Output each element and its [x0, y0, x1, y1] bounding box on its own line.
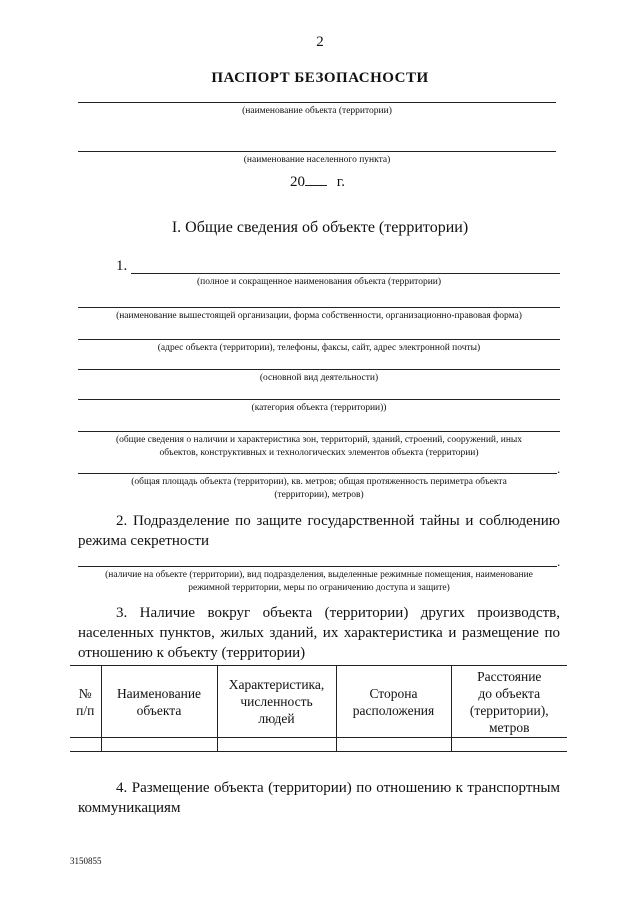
item2-line1: 2. Подразделение по защите государственной тайны и соблюдению [116, 513, 560, 529]
table-header-cell: Наименование объекта [101, 666, 217, 738]
item1-category-line [78, 399, 560, 400]
year-suffix: г. [336, 174, 345, 190]
item1-area-caption-line1: (общая площадь объекта (территории), кв. метров; общая протяженность периметра объекта [131, 477, 507, 487]
item1-org-line [78, 307, 560, 308]
item3-text [78, 603, 560, 663]
item1-activity-caption: (основной вид деятельности) [259, 373, 379, 383]
item1-number: 1. [116, 258, 128, 274]
item1-address-caption: (адрес объекта (территории), телефоны, факсы, сайт, адрес электронной почты) [157, 343, 481, 353]
table-cell [336, 738, 451, 752]
item1-area-line [78, 473, 557, 474]
year-prefix: 20 [290, 174, 305, 190]
item1-zones-caption-line2: объектов, конструктивных и технологических элементов объекта (территории) [159, 448, 479, 458]
item1-zones-line [78, 431, 560, 432]
object-name-line [78, 102, 556, 103]
object-name-caption: (наименование объекта (территории) [242, 106, 392, 116]
year-blank [305, 173, 327, 186]
table-header-cell: Расстояние до объекта (территории), метров [451, 666, 567, 738]
item3-line1: 3. Наличие вокруг объекта (территории) других производств, [116, 605, 560, 621]
table-cell [217, 738, 336, 752]
section-heading: I. Общие сведения об объекте (территории) [171, 219, 469, 236]
item2-caption [78, 569, 560, 595]
item1-area-caption-line2: (территории), метров) [274, 490, 364, 500]
item4-line2: коммуникациям [78, 800, 181, 816]
item1-activity-line [78, 369, 560, 370]
item1-org-caption: (наименование вышестоящей организации, форма собственности, организационно-правовая форма) [116, 311, 522, 321]
item4-text [78, 778, 560, 818]
item1-full-name-caption: (полное и сокращенное наименования объекта (территории) [196, 277, 442, 287]
table-row [70, 738, 567, 752]
item1-category-caption: (категория объекта (территории)) [251, 403, 387, 413]
item1-zones-caption [78, 434, 560, 460]
item1-full-name-line [131, 273, 560, 274]
item2-line2: режима секретности [78, 533, 209, 549]
settlement-line [78, 151, 556, 152]
item1-area-dot: . [557, 461, 561, 476]
item4-line1: 4. Размещение объекта (территории) по отношению к транспортным [116, 780, 560, 796]
table-cell [451, 738, 567, 752]
page-number: 2 [316, 34, 324, 50]
item3-line2: населенных пунктов, жилых зданий, их характеристика и размещение по [78, 625, 560, 641]
item2-caption-line2: режимной территории, меры по ограничению доступа и защите) [188, 583, 450, 593]
item2-line [78, 566, 557, 567]
table-header-cell: Сторона расположения [336, 666, 451, 738]
page-title: ПАСПОРТ БЕЗОПАСНОСТИ [211, 70, 429, 86]
table-header-row [70, 666, 567, 738]
settlement-caption: (наименование населенного пункта) [243, 155, 391, 165]
year-line [290, 173, 345, 191]
table-cell [101, 738, 217, 752]
item1-address-line [78, 339, 560, 340]
item2-text [78, 511, 560, 551]
item1-area-caption [78, 476, 560, 502]
item2-dot: . [557, 554, 561, 569]
table-header-cell: № п/п [70, 666, 101, 738]
table-cell [70, 738, 101, 752]
footer-code: 3150855 [70, 856, 102, 866]
table-header-cell: Характеристика, численность людей [217, 666, 336, 738]
surroundings-table [70, 665, 567, 752]
item3-line3: отношению к объекту (территории) [78, 645, 306, 661]
item2-caption-line1: (наличие на объекте (территории), вид подразделения, выделенные режимные помещения, наименование [105, 570, 533, 580]
item1-zones-caption-line1: (общие сведения о наличии и характеристика зон, территорий, зданий, строений, сооружений, иных [115, 435, 523, 445]
